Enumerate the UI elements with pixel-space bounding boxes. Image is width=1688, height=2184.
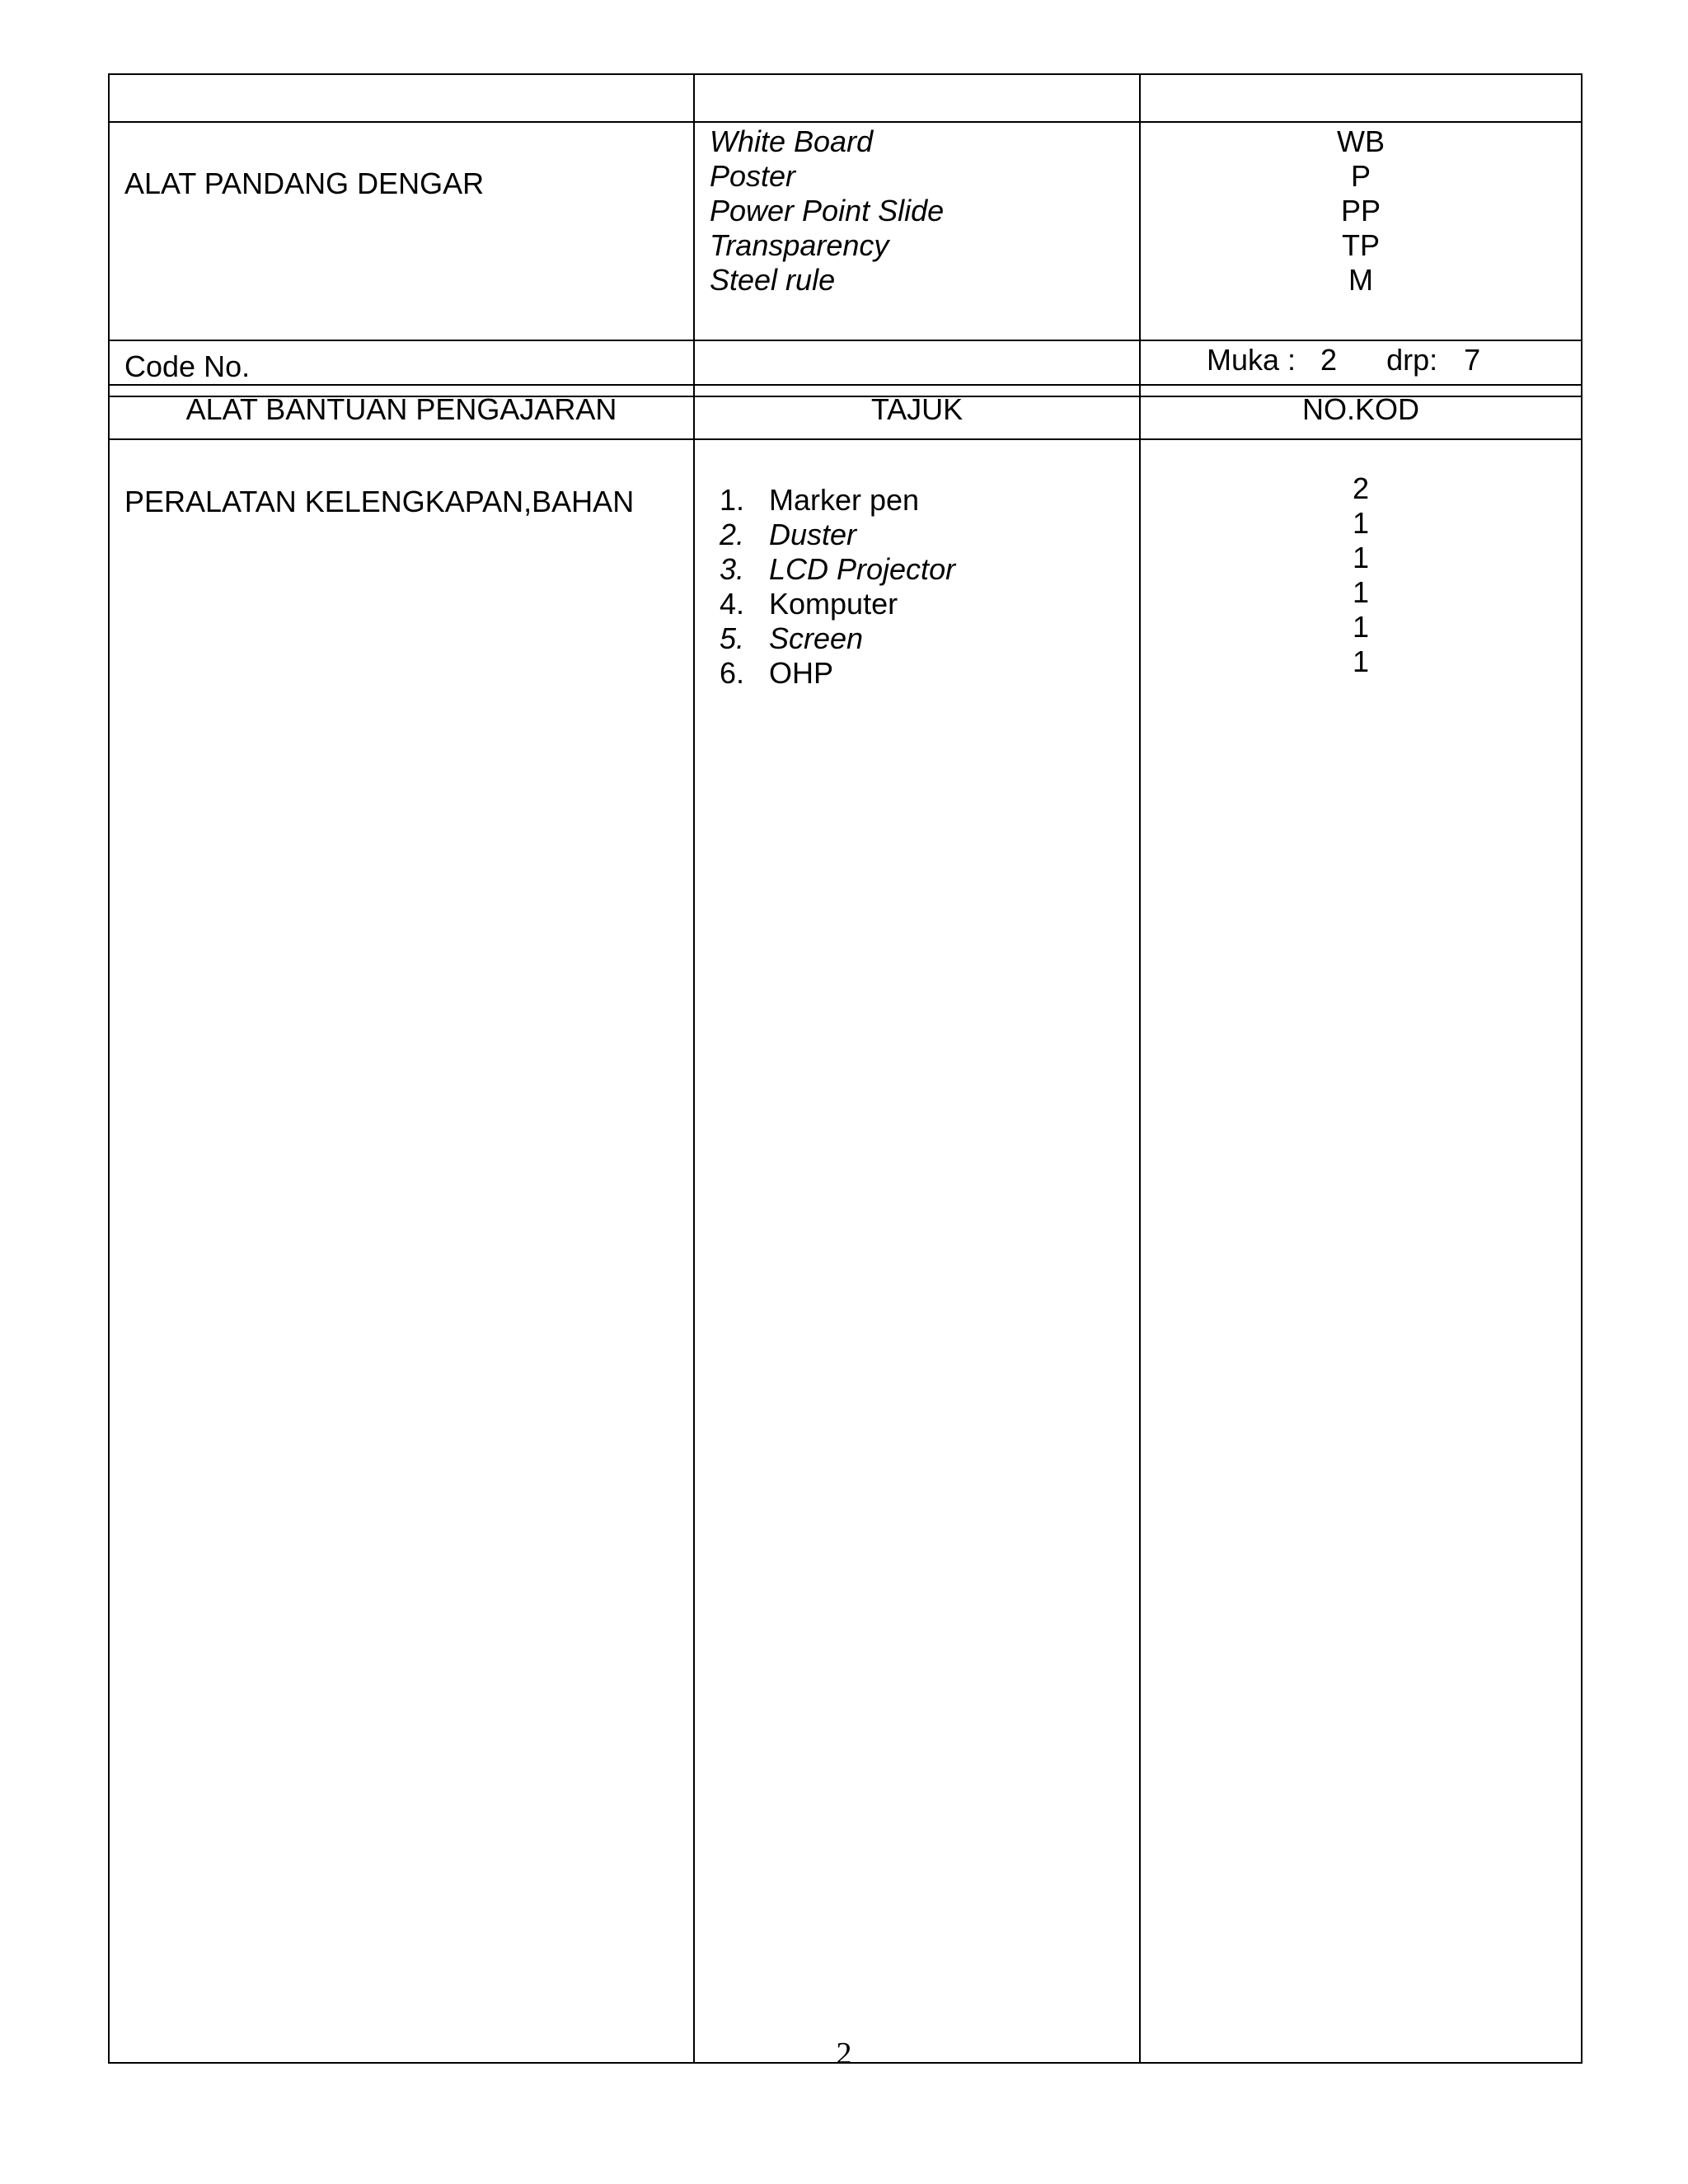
list-item [720, 483, 1139, 518]
list-label: LCD Projector [769, 552, 956, 586]
list-item [720, 656, 1139, 691]
list-number: 3. [720, 552, 745, 586]
empty-row [109, 74, 1582, 122]
list-label: Komputer [769, 587, 898, 621]
header-info-table [108, 73, 1582, 397]
media-code: PP [1340, 194, 1381, 227]
quantity-value: 2 [1352, 471, 1370, 505]
list-number: 6. [720, 656, 745, 690]
media-code: TP [1341, 228, 1380, 262]
table-header-row [109, 385, 1582, 439]
list-label: Screen [769, 621, 864, 655]
page-number: 2 [836, 2036, 852, 2071]
header-teaching-aids: ALAT BANTUAN PENGAJARAN [109, 385, 694, 439]
media-label: ALAT PANDANG DENGAR [109, 122, 694, 340]
list-label: Marker pen [769, 483, 920, 517]
header-title: TAJUK [694, 385, 1140, 439]
media-item: Transparency [710, 228, 889, 262]
media-code: P [1350, 159, 1371, 193]
list-label: OHP [769, 656, 834, 690]
list-item [720, 518, 1139, 552]
list-label: Duster [769, 518, 857, 551]
equipment-list [694, 439, 1140, 2063]
media-item: Power Point Slide [710, 194, 945, 227]
media-code: WB [1337, 124, 1385, 158]
page-of-label: drp: [1386, 343, 1438, 377]
empty-cell [1140, 74, 1582, 122]
media-item: Steel rule [710, 263, 836, 297]
list-number: 1. [720, 483, 745, 517]
empty-cell [694, 74, 1140, 122]
quantity-value: 1 [1352, 644, 1370, 678]
list-number: 4. [720, 587, 745, 621]
quantity-value: 1 [1352, 575, 1370, 609]
media-item: Poster [710, 159, 796, 193]
table-body-row [109, 439, 1582, 2063]
quantity-list [1140, 439, 1582, 2063]
list-number: 2. [720, 518, 745, 551]
media-item: White Board [710, 124, 874, 158]
teaching-aids-table [108, 384, 1582, 2064]
category-label: PERALATAN KELENGKAPAN,BAHAN [109, 439, 694, 2063]
page-current: 2 [1320, 343, 1338, 377]
page-total: 7 [1464, 343, 1481, 377]
quantity-value: 1 [1352, 610, 1370, 644]
list-item [720, 621, 1139, 656]
list-item [720, 587, 1139, 621]
quantity-value: 1 [1352, 541, 1370, 574]
list-item [720, 552, 1139, 587]
media-row [109, 122, 1582, 340]
page-label: Muka : [1207, 343, 1296, 377]
code-number-label: Code No. [109, 340, 694, 396]
media-code-list [1140, 122, 1582, 340]
media-code: M [1348, 263, 1373, 297]
media-list [694, 122, 1140, 340]
empty-cell [109, 74, 694, 122]
header-code-number: NO.KOD [1140, 385, 1582, 439]
quantity-value: 1 [1352, 506, 1370, 540]
list-number: 5. [720, 621, 745, 655]
